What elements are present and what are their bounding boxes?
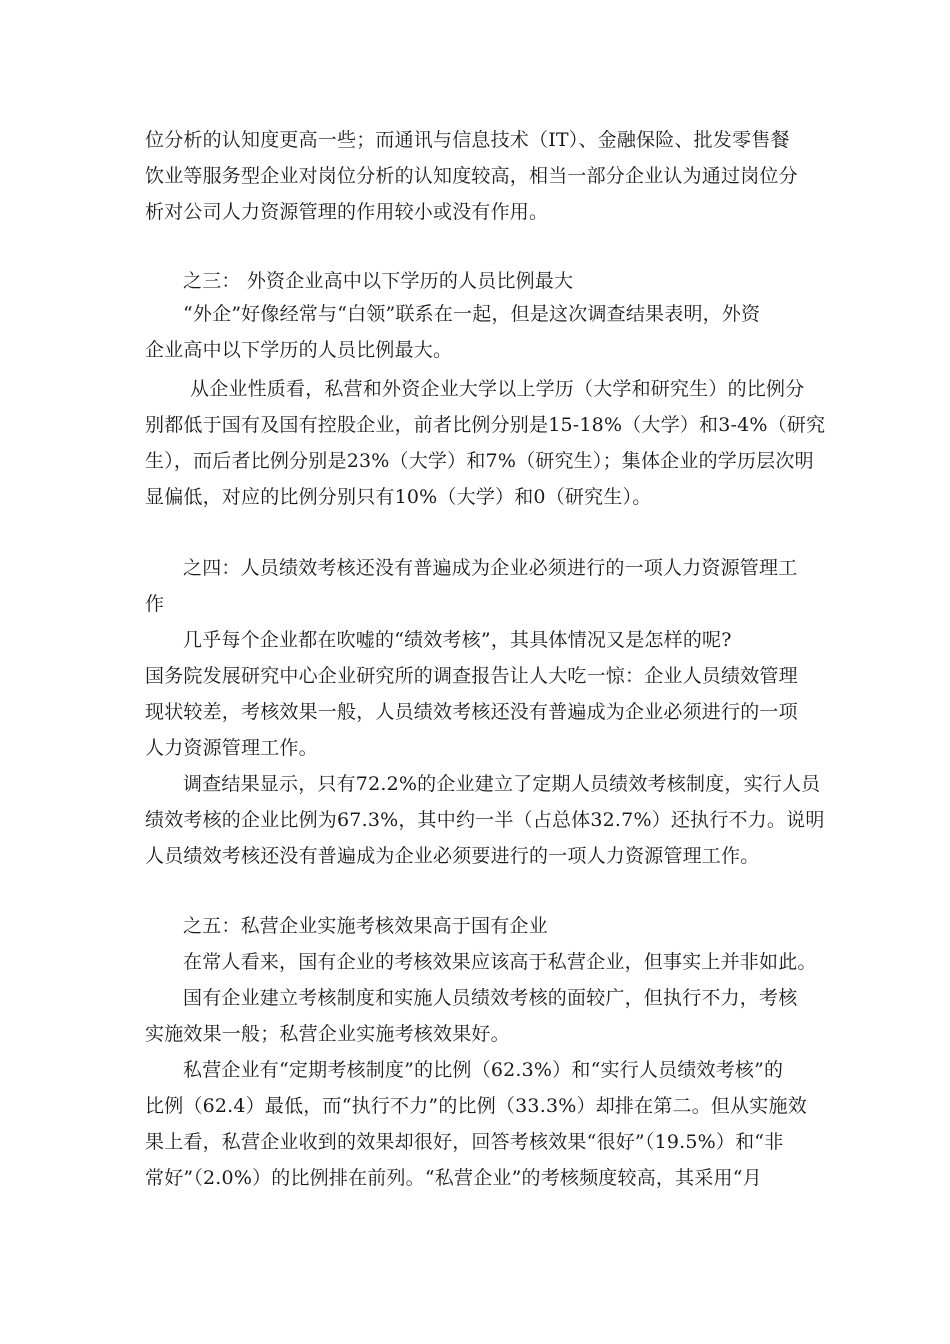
- paragraph-line: 显偏低，对应的比例分别只有10%（大学）和0（研究生）。: [145, 486, 652, 508]
- paragraph-line: 在常人看来，国有企业的考核效果应该高于私营企业，但事实上并非如此。: [183, 951, 817, 973]
- paragraph-line: 比例（62.4）最低，而“执行不力”的比例（33.3%）却排在第二。但从实施效: [145, 1095, 807, 1117]
- paragraph-line: 绩效考核的企业比例为67.3%，其中约一半（占总体32.7%）还执行不力。说明: [145, 809, 825, 831]
- paragraph-line: 人力资源管理工作。: [145, 737, 318, 759]
- paragraph-line: 果上看，私营企业收到的效果却很好，回答考核效果“很好”（19.5%）和“非: [145, 1131, 784, 1153]
- paragraph-line: 国务院发展研究中心企业研究所的调查报告让人大吃一惊：企业人员绩效管理: [145, 665, 798, 687]
- paragraph-line: 企业高中以下学历的人员比例最大。: [145, 339, 453, 361]
- paragraph-line: 私营企业有“定期考核制度”的比例（62.3%）和“实行人员绩效考核”的: [183, 1059, 784, 1081]
- paragraph-line: 现状较差，考核效果一般，人员绩效考核还没有普遍成为企业必须进行的一项: [145, 701, 798, 723]
- paragraph-line: 生），而后者比例分别是23%（大学）和7%（研究生）；集体企业的学历层次明: [145, 450, 814, 472]
- paragraph-line: 位分析的认知度更高一些；而通讯与信息技术（IT）、金融保险、批发零售餐: [145, 129, 790, 151]
- section-heading-3: 之三： 外资企业高中以下学历的人员比例最大: [183, 270, 574, 292]
- paragraph-line: 从企业性质看，私营和外资企业大学以上学历（大学和研究生）的比例分: [190, 378, 805, 400]
- paragraph-line: “外企”好像经常与“白领”联系在一起，但是这次调查结果表明，外资: [183, 303, 761, 325]
- section-heading-4: 之四：人员绩效考核还没有普遍成为企业必须进行的一项人力资源管理工: [183, 557, 798, 579]
- paragraph-line: 别都低于国有及国有控股企业，前者比例分别是15-18%（大学）和3-4%（研究: [145, 414, 826, 436]
- paragraph-line: 析对公司人力资源管理的作用较小或没有作用。: [145, 201, 549, 223]
- paragraph-line: 饮业等服务型企业对岗位分析的认知度较高，相当一部分企业认为通过岗位分: [145, 165, 798, 187]
- section-heading-5: 之五：私营企业实施考核效果高于国有企业: [183, 915, 548, 937]
- paragraph-line: 实施效果一般；私营企业实施考核效果好。: [145, 1023, 510, 1045]
- paragraph-line: 调查结果显示，只有72.2%的企业建立了定期人员绩效考核制度，实行人员: [183, 773, 821, 795]
- section-heading-4-continued: 作: [145, 593, 165, 615]
- paragraph-line: 人员绩效考核还没有普遍成为企业必须要进行的一项人力资源管理工作。: [145, 845, 760, 867]
- paragraph-line: 常好”（2.0%）的比例排在前列。“私营企业”的考核频度较高，其采用“月: [145, 1167, 762, 1189]
- paragraph-line: 几乎每个企业都在吹嘘的“绩效考核”，其具体情况又是怎样的呢?: [183, 629, 732, 651]
- paragraph-line: 国有企业建立考核制度和实施人员绩效考核的面较广，但执行不力，考核: [183, 987, 798, 1009]
